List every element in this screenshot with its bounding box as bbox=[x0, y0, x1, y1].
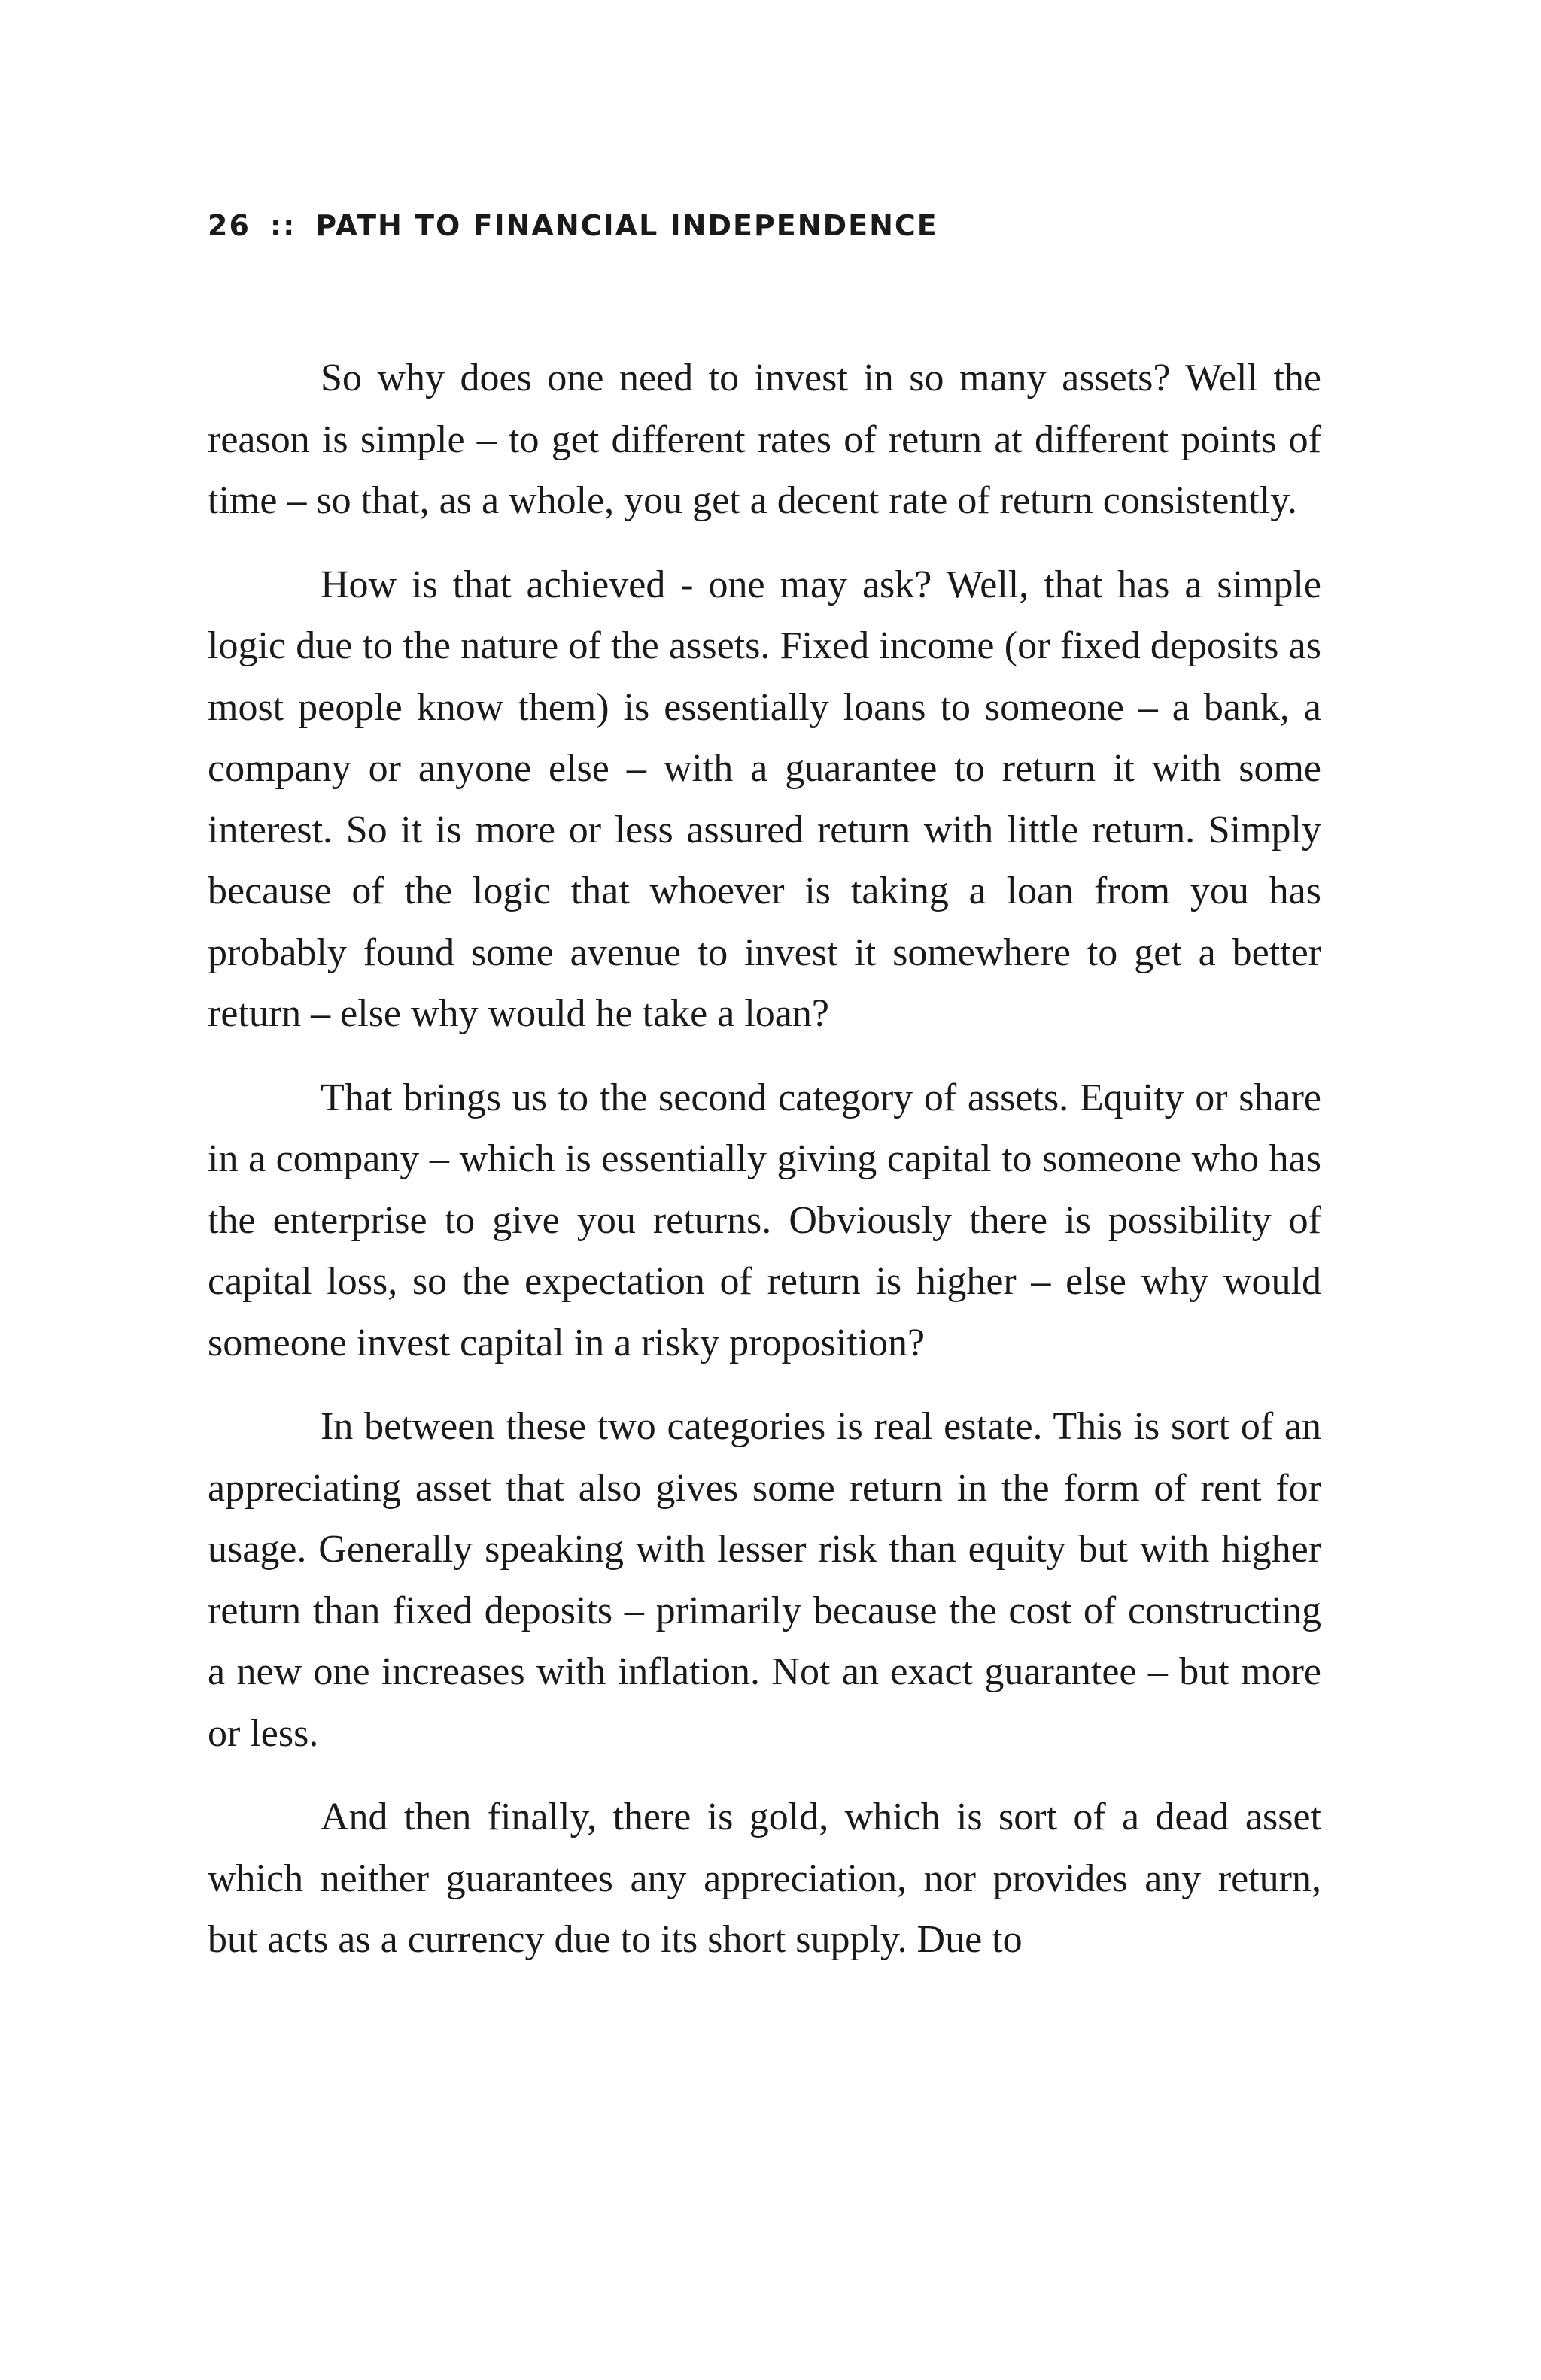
paragraph: How is that achieved - one may ask? Well, that has a simple logic due to the nature of the assets. Fixed income (or fixed deposits as most people know them) is essentially loans to someone – a bank, a company or anyone else – with a guarantee to return it with some interest. So it is more or less assured return with little return. Simply because of the logic that whoever is taking a loan from you has probably found some avenue to invest it somewhere to get a better return – else why would he take a loan? bbox=[208, 563, 1321, 1035]
paragraph: That brings us to the second category of assets. Equity or share in a company – which is essentially giving capital to someone who has the enterprise to give you returns. Obviously there is possibility of capital loss, so the expectation of return is higher – else why would someone invest capital in a risky proposition? bbox=[208, 1076, 1321, 1365]
paragraph: And then finally, there is gold, which is sort of a dead asset which neither guarantees any appreciation, nor provides any return, but acts as a currency due to its short supply. Due to bbox=[208, 1796, 1321, 1961]
body-text bbox=[208, 348, 1321, 1971]
running-head bbox=[208, 209, 938, 242]
paragraph: In between these two categories is real estate. This is sort of an appreciating asset that also gives some return in the form of rent for usage. Generally speaking with lesser risk than equity but with higher return than fixed deposits – primarily because the cost of constructing a new one increases with inflation. Not an exact guarantee – but more or less. bbox=[208, 1405, 1321, 1755]
header-separator: :: bbox=[269, 209, 296, 242]
paragraph: So why does one need to invest in so many assets? Well the reason is simple – to get different rates of return at different points of time – so that, as a whole, you get a decent rate of return consistently. bbox=[208, 357, 1321, 522]
page-number: 26 bbox=[208, 209, 251, 242]
book-title: PATH TO FINANCIAL INDEPENDENCE bbox=[315, 209, 938, 242]
